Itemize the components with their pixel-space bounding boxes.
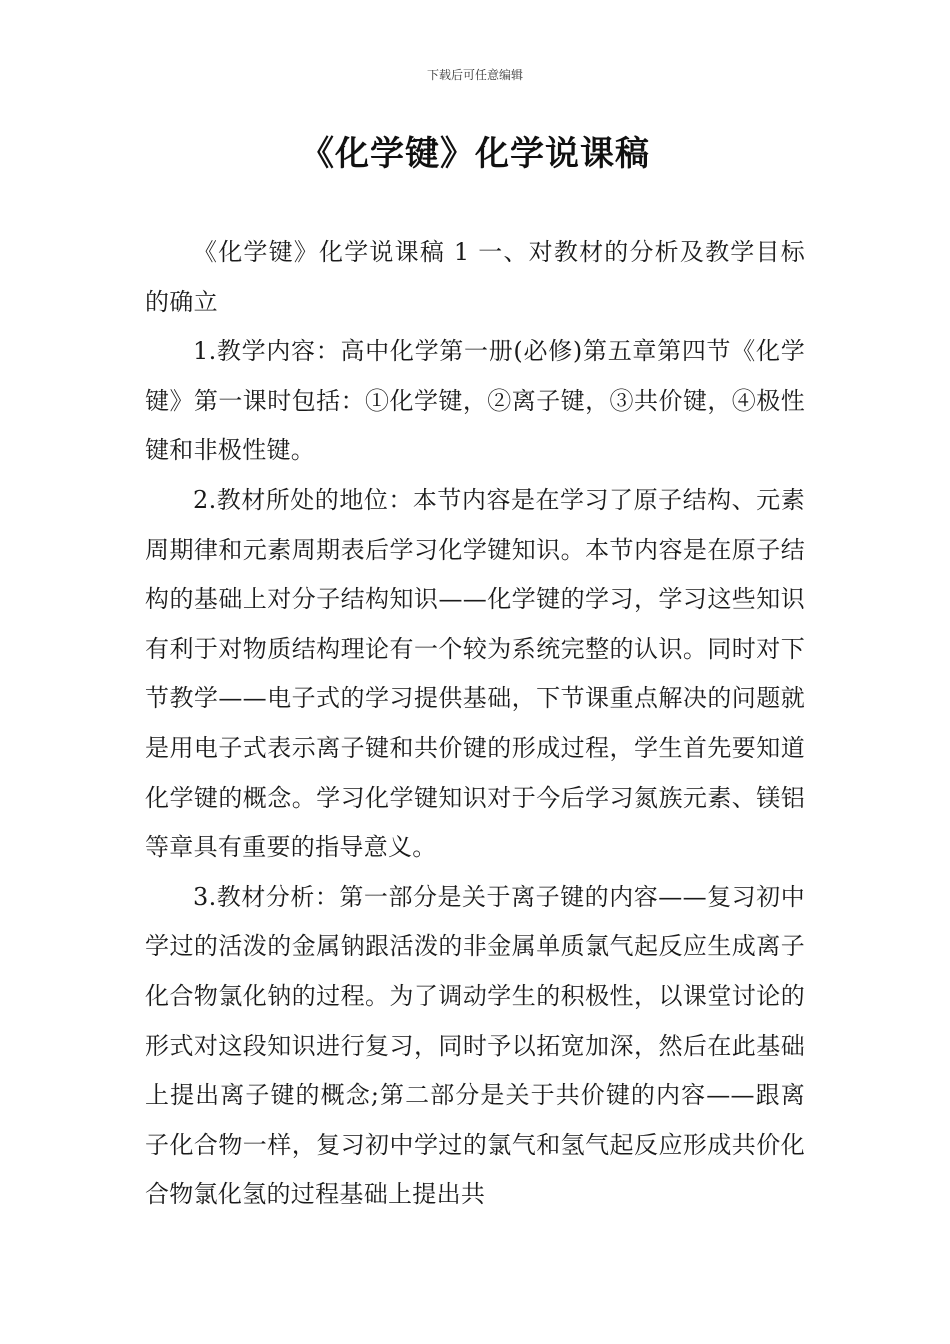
paragraph-textbook-position: 2.教材所处的地位：本节内容是在学习了原子结构、元素周期律和元素周期表后学习化学键知识。本节内容是在原子结构的基础上对分子结构知识——化学键的学习，学习这些知识有利于对物质结构理论有一个较为系统完整的认识。同时对下节教学——电子式的学习提供基础，下节课重点解决的问题就是用电子式表示离子键和共价键的形成过程，学生首先要知道化学键的概念。学习化学键知识对于今后学习氮族元素、镁铝等章具有重要的指导意义。 — [145, 485, 805, 862]
paragraph-textbook-analysis: 3.教材分析：第一部分是关于离子键的内容——复习初中学过的活泼的金属钠跟活泼的非金属单质氯气起反应生成离子化合物氯化钠的过程。为了调动学生的积极性，以课堂讨论的形式对这段知识进行复习，同时予以拓宽加深，然后在此基础上提出离子键的概念;第二部分是关于共价键的内容——跟离子化合物一样，复习初中学过的氯气和氢气起反应形成共价化合物氯化氢的过程基础上提出共 — [145, 882, 805, 1209]
paragraph-teaching-content: 1.教学内容：高中化学第一册(必修)第五章第四节《化学键》第一课时包括：①化学键，②离子键，③共价键，④极性键和非极性键。 — [145, 337, 805, 465]
header-note: 下载后可任意编辑 — [426, 68, 523, 82]
document-body — [145, 228, 805, 1220]
paragraph-intro: 《化学键》化学说课稿 1 一、对教材的分析及教学目标的确立 — [145, 238, 805, 316]
document-title: 《化学键》化学说课稿 — [300, 134, 650, 174]
